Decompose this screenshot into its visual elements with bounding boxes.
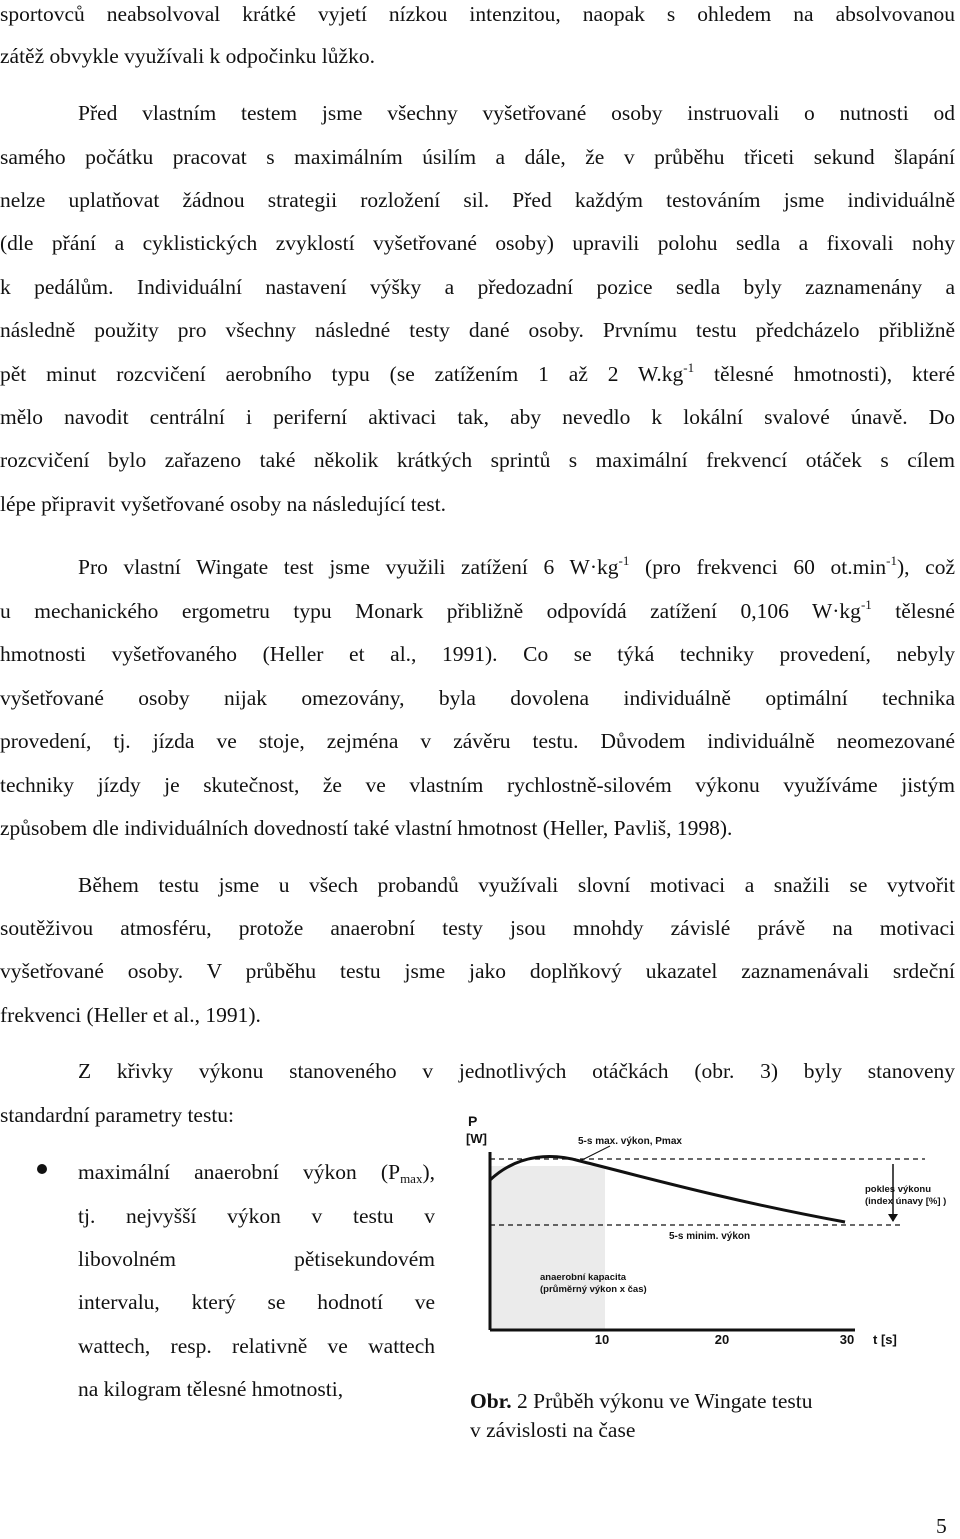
text-line: lépe připravit vyšetřované osoby na následující test. <box>0 492 446 516</box>
text-line: standardní parametry testu: <box>0 1103 235 1127</box>
text-run: tělesné hmotnosti), které <box>694 362 955 386</box>
text-line: mělo navodit centrální i periferní aktivaci tak, aby nevedlo k lokální svalové únavě. Do <box>0 405 955 429</box>
capacity-shaded-area <box>490 1166 605 1331</box>
subscript: max <box>400 1171 423 1186</box>
text-line: vyšetřované osoby. V průběhu testu jsme jako doplňkový ukazatel zaznamenávali srdeční <box>0 959 955 983</box>
text-line: hmotnosti vyšetřovaného (Heller et al., 1991). Co se týká techniky provedení, nebyly <box>0 642 955 666</box>
text-run: tělesné <box>871 599 955 623</box>
text-line: frekvenci (Heller et al., 1991). <box>0 1003 261 1027</box>
arrow-head-icon <box>888 1214 898 1222</box>
text-run: ), což <box>896 555 955 579</box>
figure-caption-line2: v závislosti na čase <box>470 1418 636 1442</box>
text-line: sportovců neabsolvoval krátké vyjetí nízkou intenzitou, naopak s ohledem na absolvovanou <box>0 2 955 26</box>
text-line: tj. nejvyšší výkon v testu v <box>78 1204 435 1228</box>
superscript: -1 <box>683 360 695 375</box>
text-line: následně použity pro všechny následné testy dané osoby. Prvnímu testu předcházelo přibližně <box>0 318 955 342</box>
text-line: intervalu, který se hodnotí ve <box>78 1290 435 1314</box>
text-line <box>78 1158 435 1186</box>
text-line: provedení, tj. jízda ve stoje, zejména v závěru testu. Důvodem individuálně neomezované <box>0 729 955 753</box>
text-line: nelze uplatňovat žádnou strategii rozložení sil. Před každým testováním jsme individuálně <box>0 188 955 212</box>
text-line: Před vlastním testem jsme všechny vyšetřované osoby instruovali o nutnosti od <box>78 101 955 125</box>
text-line: Z křivky výkonu stanoveného v jednotlivých otáčkách (obr. 3) byly stanoveny <box>78 1059 955 1083</box>
text-run: (pro frekvenci 60 ot.min <box>629 555 887 579</box>
y-axis-unit: [W] <box>466 1131 487 1146</box>
power-curve-figure <box>460 1108 947 1348</box>
fatigue-annotation-detail: (index únavy [%] ) <box>865 1196 947 1207</box>
text-line: samého počátku pracovat s maximálním úsilím a dále, že v průběhu třiceti sekund šlapání <box>0 145 955 169</box>
text-line: k pedálům. Individuální nastavení výšky a předozadní pozice sedla byly zaznamenány a <box>0 275 955 299</box>
text-line: způsobem dle individuálních dovedností také vlastní hmotnost (Heller, Pavliš, 1998). <box>0 816 733 840</box>
pmin-annotation: 5-s minim. výkon <box>669 1231 751 1242</box>
text-run: ), <box>422 1160 435 1184</box>
superscript: -1 <box>886 553 897 568</box>
page-number: 5 <box>936 1514 947 1538</box>
text-line <box>78 553 955 581</box>
x-tick-label: 30 <box>839 1332 855 1347</box>
text-line: rozcvičení bylo zařazeno také několik krátkých sprintů s maximální frekvencí otáček s cílem <box>0 448 955 472</box>
superscript: -1 <box>860 597 872 612</box>
caption-number: 2 <box>517 1389 528 1413</box>
text-run: pět minut rozcvičení aerobního typu (se zatížením 1 až 2 W.kg <box>0 362 684 386</box>
capacity-annotation-detail: (průměrný výkon x čas) <box>540 1284 647 1295</box>
superscript: -1 <box>618 553 630 568</box>
text-line: wattech, resp. relativně ve wattech <box>78 1334 435 1358</box>
text-line <box>0 597 955 625</box>
x-axis-label: t [s] <box>873 1332 897 1347</box>
caption-label: Obr. <box>470 1389 512 1413</box>
text-run: maximální anaerobní výkon (P <box>78 1160 401 1184</box>
text-line: Během testu jsme u všech probandů využívali slovní motivaci a snažili se vytvořit <box>78 873 955 897</box>
text-run: u mechanického ergometru typu Monark přibližně odpovídá zatížení 0,106 W·kg <box>0 599 861 623</box>
text-line: soutěživou atmosféru, protože anaerobní testy jsou mnohdy závislé právě na motivaci <box>0 916 955 940</box>
text-run: Pro vlastní Wingate test jsme využili zatížení 6 W·kg <box>78 555 619 579</box>
pmax-leader-line <box>580 1146 610 1161</box>
text-line <box>0 360 955 388</box>
bullet-icon <box>37 1164 47 1174</box>
caption-text: Průběh výkonu ve Wingate testu <box>527 1389 813 1413</box>
text-line: (dle přání a cyklistických zvyklostí vyšetřované osoby) upravili polohu sedla a fixovali nohy <box>0 231 955 255</box>
text-line: libovolném pětisekundovém <box>78 1247 435 1271</box>
x-tick-label: 10 <box>594 1332 610 1347</box>
pmax-annotation: 5-s max. výkon, Pmax <box>578 1136 682 1147</box>
x-tick-label: 20 <box>714 1332 730 1347</box>
text-line: techniky jízdy je skutečnost, že ve vlastním rychlostně-silovém výkonu využíváme jistým <box>0 773 955 797</box>
text-line: na kilogram tělesné hmotnosti, <box>78 1377 344 1401</box>
figure-caption <box>470 1387 813 1415</box>
y-axis-label: P <box>468 1113 478 1129</box>
fatigue-annotation: pokles výkonu <box>865 1184 931 1195</box>
text-line: vyšetřované osoby nijak omezovány, byla dovolena individuálně optimální technika <box>0 686 955 710</box>
capacity-annotation: anaerobní kapacita <box>540 1272 627 1283</box>
text-line: zátěž obvykle využívali k odpočinku lůžko. <box>0 44 375 68</box>
